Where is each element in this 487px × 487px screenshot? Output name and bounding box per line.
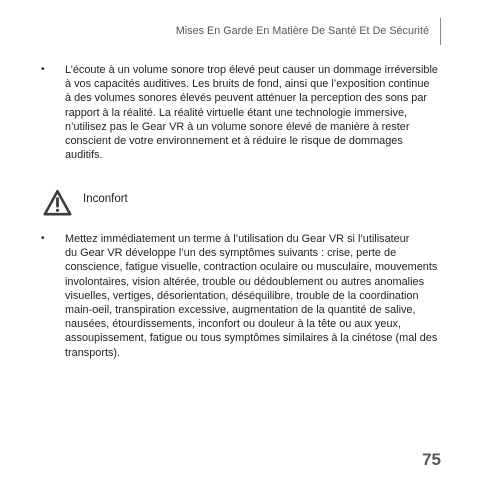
warning-icon: [43, 189, 72, 217]
text-line: L’écoute à un volume sonore trop élevé peut causer un dommage irréversible: [65, 64, 438, 76]
bullet-icon: •: [41, 233, 45, 244]
text-line: rapport à la réalité. La réalité virtuelle étant une technologie immersive,: [65, 106, 408, 119]
bullet-item-discomfort: [41, 232, 442, 360]
warning-heading: [43, 189, 243, 217]
text-line: transports).: [65, 346, 121, 359]
text-line: conscient de votre environnement et à réduire le risque de dommages: [65, 135, 403, 148]
header-divider: [440, 18, 441, 45]
text-line: conscience, fatigue visuelle, contraction oculaire ou musculaire, mouvements: [65, 261, 438, 274]
warning-label: Inconfort: [83, 193, 128, 205]
bullet-item-hearing: [41, 63, 442, 162]
bullet-icon: •: [41, 64, 45, 75]
text-line: main-oeil, transpiration excessive, augmentation de la quantité de salive,: [65, 304, 416, 317]
text-line: auditifs.: [65, 149, 103, 162]
bullet-paragraph: [50, 63, 442, 162]
text-line: à vos capacités auditives. Les bruits de fond, ainsi que l’exposition continue: [65, 78, 430, 91]
text-line: du Gear VR développe l’un des symptômes suivants : crise, perte de: [65, 247, 397, 260]
text-line: à des volumes sonores élevés peuvent atténuer la perception des sons par: [65, 92, 428, 105]
bullet-paragraph: [50, 232, 442, 360]
text-line: Mettez immédiatement un terme à l’utilisation du Gear VR si l’utilisateur: [65, 233, 410, 245]
text-line: n’utilisez pas le Gear VR à un volume sonore élevé de manière à rester: [65, 120, 410, 133]
page-number: 75: [422, 450, 441, 469]
page-header-title: Mises En Garde En Matière De Santé Et De Sécurité: [175, 25, 429, 37]
text-line: visuelles, vertiges, désorientation, déséquilibre, trouble de la coordination: [65, 289, 419, 302]
text-line: nausées, étourdissements, inconfort ou douleur à la tête ou aux yeux,: [65, 318, 402, 331]
text-line: assoupissement, fatigue ou tous symptômes similaires à la cinétose (mal des: [65, 332, 438, 345]
text-line: involontaires, vision altérée, trouble ou dédoublement ou autres anomalies: [65, 275, 425, 288]
